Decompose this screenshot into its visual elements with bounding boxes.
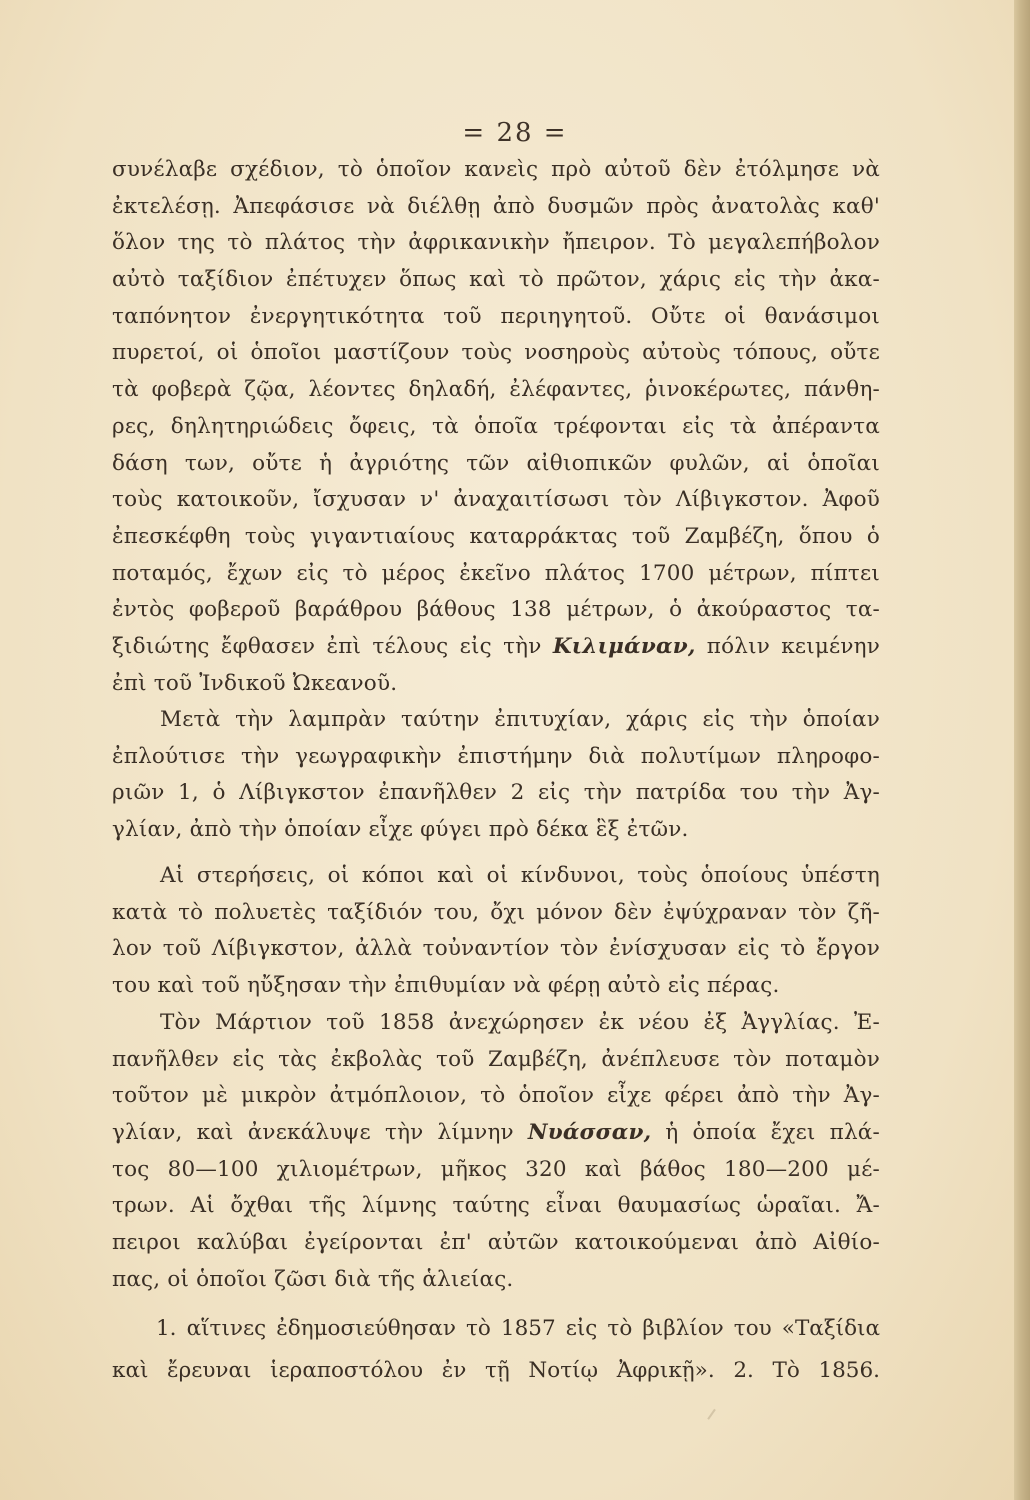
page-number: = 28 = [462, 118, 568, 148]
text-line: ριῶν 1, ὁ Λίβιγκστον ἐπανῆλθεν 2 εἰς τὴν πατρίδα του τὴν Ἀγ- [112, 780, 880, 806]
text-line: ἐκτελέσῃ. Ἀπεφάσισε νὰ διέλθῃ ἀπὸ δυσμῶν πρὸς ἀνατολὰς καθ' [112, 193, 880, 219]
footnotes [112, 1308, 880, 1392]
text-line: συνέλαβε σχέδιον, τὸ ὁποῖον κανεὶς πρὸ αὐτοῦ δὲν ἐτόλμησε νὰ [112, 157, 880, 182]
text-line: ἐπεσκέφθη τοὺς γιγαντιαίους καταρράκτας τοῦ Ζαμβέζη, ὅπου ὁ [112, 523, 880, 549]
text-line: Μετὰ τὴν λαμπρὰν ταύτην ἐπιτυχίαν, χάρις εἰς τὴν ὁποίαν [160, 707, 880, 732]
text-line: πανῆλθεν εἰς τὰς ἐκβολὰς τοῦ Ζαμβέζη, ἀνέπλευσε τὸν ποταμὸν [112, 1046, 880, 1072]
text-line: αὐτὸ ταξίδιον ἐπέτυχεν ὅπως καὶ τὸ πρῶτον, χάρις εἰς τὴν ἀκα- [112, 267, 880, 293]
footnote-line: καὶ ἔρευναι ἱεραποστόλου ἐν τῇ Νοτίῳ Ἀφρικῇ». 2. Τὸ 1856. [112, 1358, 880, 1383]
footnote-line: 1. αἵτινες ἐδημοσιεύθησαν τὸ 1857 εἰς τὸ βιβλίον του «Ταξίδια [156, 1316, 880, 1341]
text-line: κατὰ τὸ πολυετὲς ταξίδιόν του, ὄχι μόνον δὲν ἐψύχραναν τὸν ζῆ- [112, 899, 880, 925]
paragraph-1 [112, 152, 880, 702]
paragraph-3 [112, 858, 880, 1005]
text-line: του καὶ τοῦ ηὔξησαν τὴν ἐπιθυμίαν νὰ φέρῃ αὐτὸ εἰς πέρας. [112, 973, 780, 999]
text-line: Αἱ στερήσεις, οἱ κόποι καὶ οἱ κίνδυνοι, τοὺς ὁποίους ὑπέστη [160, 863, 880, 888]
text-line: τος 80—100 χιλιομέτρων, μῆκος 320 καὶ βάθος 180—200 μέ- [112, 1156, 880, 1182]
text-line: πας, οἱ ὁποῖοι ζῶσι διὰ τῆς ἁλιείας. [112, 1266, 514, 1292]
text-line-nyassan: γλίαν, καὶ ἀνεκάλυψε τὴν λίμνην Νυάσσαν, ἡ ὁποία ἔχει πλά- [112, 1120, 880, 1146]
text-line: ταπόνητον ἐνεργητικότητα τοῦ περιηγητοῦ. Οὔτε οἱ θανάσιμοι [112, 303, 880, 329]
text-line: ποταμός, ἔχων εἰς τὸ μέρος ἐκεῖνο πλάτος 1700 μέτρων, πίπτει [112, 560, 880, 586]
text-line: Τὸν Μάρτιον τοῦ 1858 ἀνεχώρησεν ἐκ νέου ἐξ Ἀγγλίας. Ἐ- [160, 1010, 880, 1035]
text-line: ἐπλούτισε τὴν γεωγραφικὴν ἐπιστήμην διὰ πολυτίμων πληροφο- [112, 743, 880, 769]
text-line: τὰ φοβερὰ ζῷα, λέοντες δηλαδή, ἐλέφαντες, ῥινοκέρωτες, πάνθη- [112, 377, 880, 403]
text-line: γλίαν, ἀπὸ τὴν ὁποίαν εἶχε φύγει πρὸ δέκα ἓξ ἐτῶν. [112, 817, 689, 843]
text-line: ἐντὸς φοβεροῦ βαράθρου βάθους 138 μέτρων, ὁ ἀκούραστος τα- [112, 597, 880, 623]
text-line: λον τοῦ Λίβιγκστον, ἀλλὰ τοὐναντίον τὸν ἐνίσχυσαν εἰς τὸ ἔργον [112, 936, 880, 962]
emphasis-kilimanan: Κιλιμάναν, [552, 633, 696, 659]
text-line: τοῦτον μὲ μικρὸν ἀτμόπλοιον, τὸ ὁποῖον εἶχε φέρει ἀπὸ τὴν Ἀγ- [112, 1083, 880, 1109]
page-edge [1014, 0, 1030, 1500]
text-line: τοὺς κατοικοῦν, ἴσχυσαν ν' ἀναχαιτίσωσι τὸν Λίβιγκστον. Ἀφοῦ [112, 487, 880, 513]
text-line: πειροι καλύβαι ἐγείρονται ἐπ' αὐτῶν κατοικούμεναι ἀπὸ Αἰθίο- [112, 1230, 880, 1256]
text-line: ὅλον της τὸ πλάτος τὴν ἀφρικανικὴν ἤπειρον. Τὸ μεγαλεπήβολον [112, 230, 880, 256]
text-line: πυρετοί, οἱ ὁποῖοι μαστίζουν τοὺς νοσηροὺς αὐτοὺς τόπους, οὔτε [112, 340, 880, 366]
text-line: ἐπὶ τοῦ Ἰνδικοῦ Ὠκεανοῦ. [112, 670, 398, 696]
emphasis-nyassan: Νυάσσαν, [527, 1120, 652, 1146]
text-line-kilimanan: ξιδιώτης ἔφθασεν ἐπὶ τέλους εἰς τὴν Κιλιμάναν, πόλιν κειμένην [112, 633, 881, 659]
text-line: τρων. Αἱ ὄχθαι τῆς λίμνης ταύτης εἶναι θαυμασίως ὡραῖαι. Ἄ- [112, 1193, 880, 1219]
text-line: δάση των, οὔτε ἡ ἀγριότης τῶν αἰθιοπικῶν φυλῶν, αἱ ὁποῖαι [112, 450, 880, 476]
paragraph-2 [112, 702, 880, 849]
paragraph-4 [112, 1005, 880, 1299]
text-line: ρες, δηλητηριώδεις ὄφεις, τὰ ὁποῖα τρέφονται εἰς τὰ ἀπέραντα [112, 413, 880, 439]
